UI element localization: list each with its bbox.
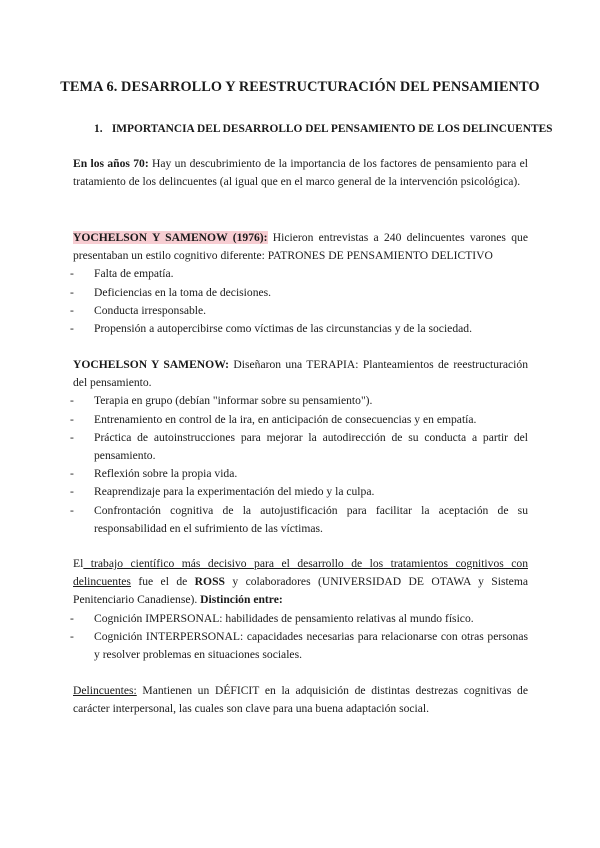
- distinction-label: Distinción entre:: [200, 593, 283, 607]
- cognition-list: [73, 610, 528, 665]
- paragraph-text-pre: El: [73, 557, 84, 570]
- therapy-list: [73, 392, 528, 538]
- section-heading-text: IMPORTANCIA DEL DESARROLLO DEL PENSAMIENTO DE LOS DELINCUENTES: [111, 123, 553, 135]
- paragraph-lead: Delincuentes:: [73, 684, 137, 697]
- list-item: - Reaprendizaje para la experimentación del miedo y la culpa.: [73, 483, 528, 501]
- list-item: - Propensión a autopercibirse como víctimas de las circunstancias y de la sociedad.: [73, 320, 528, 338]
- list-item: - Confrontación cognitiva de la autojustificación para facilitar la aceptación de su responsabilidad en el sufrimiento de las víctimas.: [73, 502, 528, 538]
- paragraph-text: Hay un descubrimiento de la importancia de los factores de pensamiento para el tratamiento de los delincuentes (al igual que en el marco general de la intervención psicológica).: [73, 157, 529, 189]
- paragraph-anos-70: [73, 155, 528, 191]
- paragraph-text-mid: fue el de: [130, 575, 195, 589]
- list-item: - Cognición INTERPERSONAL: capacidades necesarias para relacionarse con otras personas y resolver problemas en situaciones sociales.: [73, 628, 528, 664]
- underlined-text: trabajo científico más decisivo para el desarrollo de los tratamientos cognitivos con delincuentes: [73, 557, 528, 589]
- list-item: - Deficiencias en la toma de decisiones.: [73, 284, 528, 302]
- section-heading: [94, 123, 553, 135]
- paragraph-lead: En los años 70:: [73, 157, 149, 170]
- list-item: - Falta de empatía.: [73, 265, 528, 283]
- list-item: - Práctica de autoinstrucciones para mejorar la autodirección de su conducta a partir del pensamiento.: [73, 429, 528, 465]
- paragraph-text: Diseñaron una TERAPIA: Planteamientos de reestructuración del pensamiento.: [73, 358, 528, 390]
- paragraph-ross: [73, 555, 528, 664]
- patterns-list: [73, 265, 528, 338]
- paragraph-text: Mantienen un DÉFICIT en la adquisición de distintas destrezas cognitivas de carácter interpersonal, las cuales son clave para una buena adaptación social.: [73, 684, 528, 716]
- list-item: - Entrenamiento en control de la ira, en anticipación de consecuencias y en empatía.: [73, 411, 528, 429]
- paragraph-text-post: y colaboradores (UNIVERSIDAD DE OTAWA y Sistema Penitenciario Canadiense).: [73, 575, 528, 607]
- paragraph-delincuentes: [73, 682, 528, 718]
- list-item: - Reflexión sobre la propia vida.: [73, 465, 528, 483]
- paragraph-lead: YOCHELSON Y SAMENOW:: [73, 358, 230, 371]
- list-item: - Cognición IMPERSONAL: habilidades de pensamiento relativas al mundo físico.: [73, 610, 528, 628]
- list-item: - Conducta irresponsable.: [73, 302, 528, 320]
- list-item: - Terapia en grupo (debían "informar sobre su pensamiento").: [73, 392, 528, 410]
- section-number: 1.: [94, 123, 103, 135]
- page-title: TEMA 6. DESARROLLO Y REESTRUCTURACIÓN DEL PENSAMIENTO: [60, 79, 540, 95]
- ross-name: ROSS: [194, 575, 225, 589]
- paragraph-yochelson-terapia: [73, 356, 528, 538]
- highlighted-lead: YOCHELSON Y SAMENOW (1976):: [73, 231, 268, 244]
- paragraph-text: Hicieron entrevistas a 240 delincuentes varones que presentaban un estilo cognitivo diferente: PATRONES DE PENSAMIENTO DELICTIVO: [73, 231, 528, 263]
- paragraph-yochelson-1976: [73, 229, 528, 338]
